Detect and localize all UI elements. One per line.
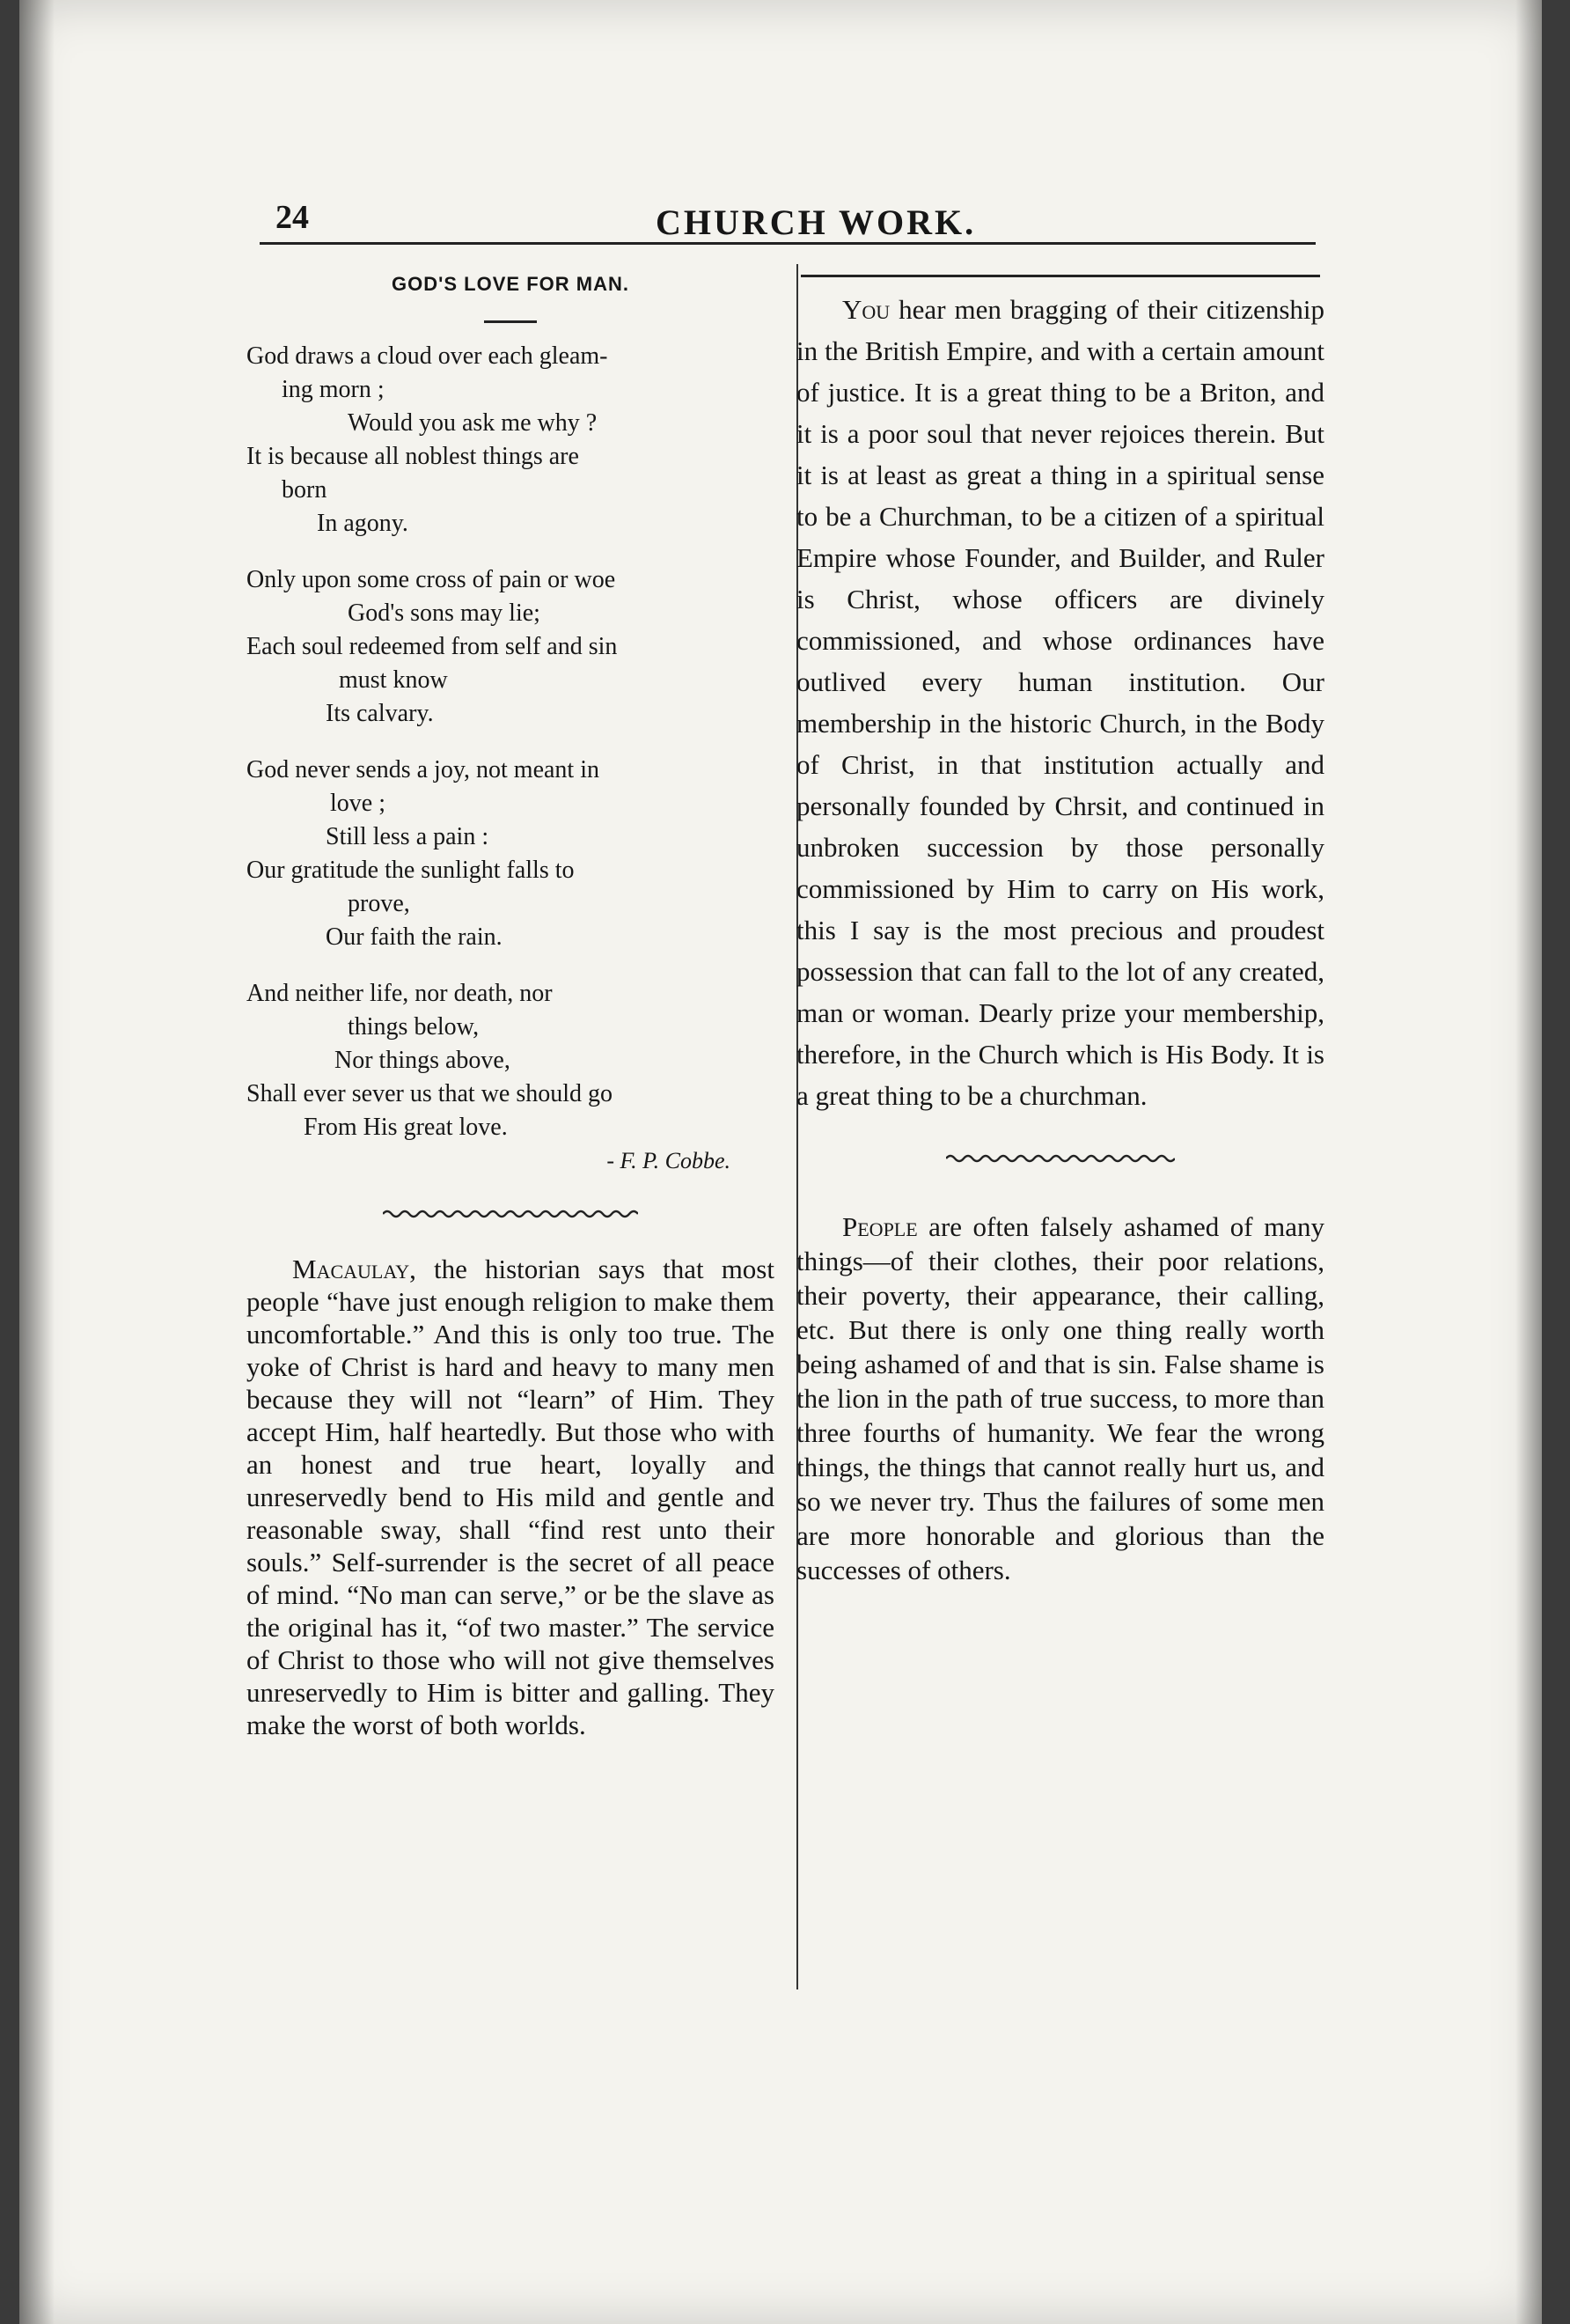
poem-line: Would you ask me why ? — [348, 409, 598, 437]
poem-line: And neither life, nor death, nor — [246, 980, 553, 1007]
stanza-1 — [246, 342, 774, 538]
header-rule — [260, 242, 1316, 245]
poem-line: prove, — [348, 890, 410, 917]
poem-title: GOD'S LOVE FOR MAN. — [392, 273, 629, 295]
poem-line: Only upon some cross of pain or woe — [246, 566, 616, 593]
paragraph-text: the historian says that most people “have just enough religion to make them uncomfortable.” And this is only too true. The yoke of Christ is hard and heavy to many men because they will not “learn” of Him. They accept Him, half heartedly. But those who with an honest and true heart, loyally and unreservedly bend to His mild and gentle and reasonable sway, shall “find rest unto their souls.” Self-surrender is the secret of all peace of mind. “No man can serve,” or be the slave as the original has it, “of two master.” The service of Christ to those who will not give themselves unreservedly to Him is bitter and galling. They make the worst of both worlds. — [246, 1254, 774, 1740]
stanza-4 — [246, 980, 774, 1142]
poem-line: God draws a cloud over each gleam- — [246, 342, 608, 370]
running-title: CHURCH WORK. — [656, 202, 977, 242]
poem-line: Our gratitude the sunlight falls to — [246, 857, 575, 884]
wavy-divider — [246, 1207, 774, 1225]
left-column — [246, 264, 774, 1741]
stanza-3 — [246, 756, 774, 952]
poem-line: In agony. — [317, 510, 408, 537]
poem-line: It is because all noblest things are — [246, 443, 579, 470]
poem-line: Still less a pain : — [326, 823, 489, 850]
poem-line: Its calvary. — [326, 700, 434, 727]
people-paragraph — [796, 1210, 1324, 1587]
poem-line: Each soul redeemed from self and sin — [246, 633, 618, 660]
title-rule — [484, 320, 537, 323]
page-edge-shadow — [1515, 0, 1542, 2324]
lead-word: You — [842, 294, 891, 325]
poem-line: born — [282, 476, 327, 504]
poem-line: Our faith the rain. — [326, 923, 503, 951]
poem-line: From His great love. — [304, 1114, 508, 1141]
page-header — [251, 180, 1320, 242]
poem-line: love ; — [330, 790, 385, 817]
citizenship-paragraph — [796, 289, 1324, 1116]
poem-line: things below, — [348, 1013, 480, 1041]
poem-line: must know — [339, 666, 448, 694]
stanza-2 — [246, 566, 774, 728]
right-column — [796, 273, 1324, 1587]
macaulay-paragraph — [246, 1253, 774, 1741]
lead-word: People — [842, 1211, 918, 1242]
poem — [246, 342, 774, 1175]
poem-line: God's sons may lie; — [348, 599, 540, 627]
poem-line: God never sends a joy, not meant in — [246, 756, 599, 783]
page-number: 24 — [275, 199, 309, 236]
poem-line: Shall ever sever us that we should go — [246, 1080, 613, 1107]
wavy-divider — [796, 1151, 1324, 1169]
lead-word: Macaulay, — [292, 1254, 416, 1284]
poem-line: Nor things above, — [334, 1047, 510, 1074]
binding-shadow — [19, 0, 55, 2324]
paragraph-text: are often falsely ashamed of many things—of their clothes, their poor relations, their poverty, their appearance, their calling, etc. But there is only one thing really worth being ashamed of and that is sin. False shame is the lion in the path of true success, to more than three fourths of humanity. We fear the wrong things, the things that cannot really hurt us, and so we never try. Thus the failures of some men are more honorable and glorious than the successes of others. — [796, 1211, 1324, 1585]
poem-line: ing morn ; — [282, 376, 385, 403]
paragraph-text: hear men bragging of their citizenship in the British Empire, and with a certain amount of justice. It is a great thing to be a Briton, and it is a poor soul that never rejoices therein. But it is at least as great a thing in a spiritual sense to be a Churchman, to be a citizen of a spiritual Empire whose Founder, and Builder, and Ruler is Christ, whose officers are divinely commissioned, and whose ordinances have outlived every human institution. Our membership in the historic Church, in the Body of Christ, in that institution actually and personally founded by Chrsit, and continued in unbroken succession by those personally commissioned by Him to carry on His work, this I say is the most precious and proudest possession that can fall to the lot of any created, man or woman. Dearly prize your membership, therefore, in the Church which is His Body. It is a great thing to be a churchman. — [796, 294, 1324, 1111]
poem-attribution: - F. P. Cobbe. — [606, 1148, 730, 1173]
